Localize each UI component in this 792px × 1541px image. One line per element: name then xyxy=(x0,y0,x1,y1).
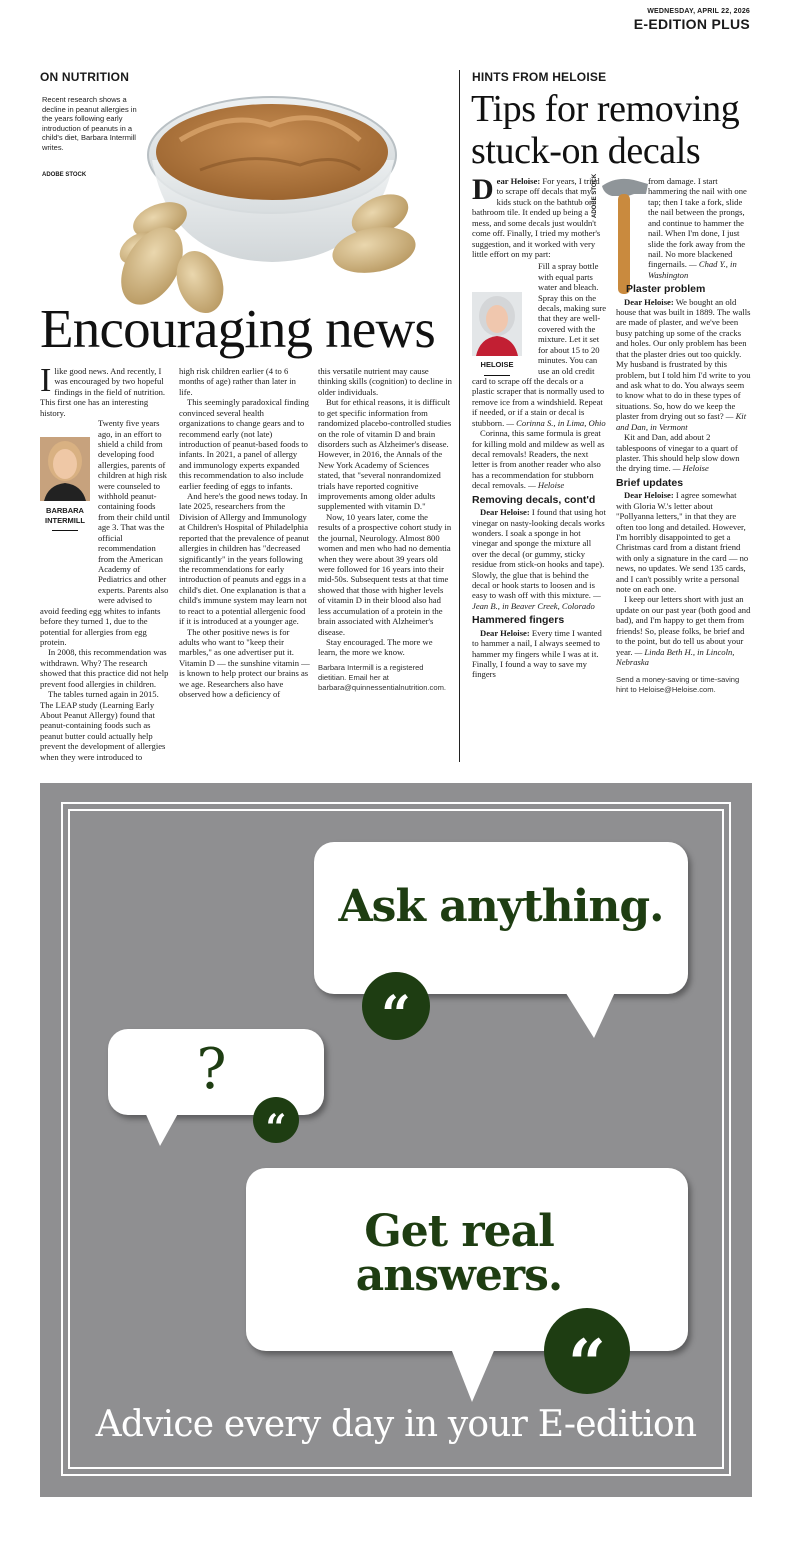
question-mark-icon: ? xyxy=(196,1037,226,1102)
nutrition-column-1 xyxy=(40,362,172,762)
article-text: And here's the good news today. In late 2025, researchers from the Division of Allergy and Immunology at Children's Hospital of Philadelphia reported that the prevalence of peanut allergies in children has "decreased significantly" in the years following the recommendations for early introduction of peanuts and eggs in a child's diet. One explanation is that a child's immune system may learn not to react to a potential allergenic food if it is introduced at a younger age. xyxy=(179,491,310,627)
article-text: Stay encouraged. The more we learn, the more we know. xyxy=(318,636,433,658)
subhead: Hammered fingers xyxy=(472,614,565,627)
salutation: ear Heloise: xyxy=(496,176,541,186)
article-text: The other positive news is for adults who want to "keep their marbles," as one advertiser put it. Vitamin D — the sunshine vitamin — is known to help protect our brains as we age. Researchers also have observed how a deficiency of xyxy=(179,626,310,700)
nutrition-column-2 xyxy=(179,366,311,700)
subhead: Removing decals, cont'd xyxy=(472,493,596,506)
article-text: The tables turned again in 2015. The LEAP study (Learning Early About Peanut Allergy) found that peanut-containing foods such as peanut butter could actually help prevent the development of allergies when they were introduced to xyxy=(40,689,166,762)
article-text: For years, I tried to scrape off decals that my kids stuck on the bathtub or bathroom tile. It ended up being a mess, and some decals just wouldn't come off. Finally, I tried my mother's suggestion, and it worked with very little effort on my part: xyxy=(472,176,601,259)
bubble-tail xyxy=(142,1110,182,1148)
article-text: But for ethical reasons, it is difficult to get specific information from randomized placebo-controlled studies on the role of vitamin D and brain disorders such as Alzheimer's disease. However, in 2016, the Annals of the New York Academy of Sciences stated, that "several nonrandomized trials have reported cognitive improvements among older adults supplemented with vitamin D." xyxy=(318,397,452,512)
bubble-tail xyxy=(448,1346,498,1404)
salutation: Dear Heloise: xyxy=(624,296,674,307)
letter-signature: — Linda Beth H., in Lincoln, Nebraska xyxy=(616,646,735,667)
ad-tagline[interactable]: Advice every day in your E-edition xyxy=(95,1404,697,1445)
article-text: Now, 10 years later, come the results of a prospective cohort study in the journal, Neurology. Almost 800 women and men who had no dementia when they were about 39 years old were followed for 16 years into their mid-50s. Subsequent tests at that time showed that those with higher levels of vitamin D in their blood also had less accumulation of a protein in the brain associated with Alzheimer's disease. xyxy=(318,511,452,637)
quote-icon: “ xyxy=(253,1097,299,1143)
article-text: Twenty five years ago, in an effort to shield a child from developing food allergies, parents of children at high risk were counseled to withhold peanut-containing foods from their child until age 3. That was the official recommendation from the American Academy of Pediatrics and other experts. Parents also were advised to avoid feeding egg whites to infants before they turned 1, due to the potential for allergies from egg protein. xyxy=(40,418,170,647)
author-name-barbara: BARBARA INTERMILL xyxy=(45,506,85,525)
article-text: I found that using hot vinegar on nasty-looking decals works wonders. I soak a sponge in hot vinegar and sponge the mixture all over the decal (or gummy, sticky residue from stick-on hooks and tape). Slowly, the glue that is behind the decal or hook starts to loosen and is easy to wash off with this mixture. xyxy=(472,507,606,601)
article-text: In 2008, this recommendation was withdrawn. Why? The research showed that this practice did not help prevent food allergies in children. xyxy=(40,647,169,689)
letter-signature: — Chad Y., in Washington xyxy=(648,259,737,280)
salutation: Dear Heloise: xyxy=(624,490,674,501)
article-text: Kit and Dan, add about 2 tablespoons of vinegar to a quart of plaster. This should help slow down the drying time. xyxy=(616,432,740,474)
article-text: I keep our letters short with just an update on our past year (both good and bad), and I'm happy to get them from friends! So, please folks, be brief and to the point, but do tell us about your year. xyxy=(616,594,751,657)
issue-date: WEDNESDAY, APRIL 22, 2026 xyxy=(647,8,750,15)
ad-headline-answers xyxy=(246,1206,672,1301)
letter-signature: — Jean B., in Beaver Creek, Colorado xyxy=(472,590,601,611)
article-text: Fill a spray bottle with equal parts water and bleach. Spray this on the decals, making sure that they are well-covered with the mixture. Let it set for about 15 to 20 minutes. You can use an old credit card to scrape off the decals or a plastic scraper that is normally used to remove ice from a windshield. Repeat if needed, or if a stain or decal is stubborn. xyxy=(472,261,607,428)
subhead: Brief updates xyxy=(616,476,684,489)
ad-headline-ask: Ask anything. xyxy=(338,881,664,932)
reply-signature: — Heloise xyxy=(525,480,565,491)
reply-signature: — Heloise xyxy=(670,463,709,474)
article-text: Every time I wanted to hammer a nail, I always seemed to hammer my fingers while I was at it. Finally, I found a way to save my fingers xyxy=(472,627,602,680)
article-text: high risk children earlier (4 to 6 months of age) rather than later in life. xyxy=(179,366,296,397)
letter-signature: — Corinna S., in Lima, Ohio xyxy=(504,417,606,428)
ad-headline-line: answers. xyxy=(355,1250,563,1301)
letter-signature: — Kit and Dan, in Vermont xyxy=(616,411,747,432)
image-credit: ADOBE STOCK xyxy=(592,173,598,218)
quote-icon: “ xyxy=(544,1308,630,1394)
dropcap: I xyxy=(40,362,52,399)
page-header xyxy=(634,8,750,32)
quote-icon: “ xyxy=(362,972,430,1040)
article-text: Corinna, this same formula is great for killing mold and mildew as well as decal removals! Readers, the next letter is from another reader who also has a recommendation for stubborn decal removals. xyxy=(472,428,605,491)
article-text: like good news. And recently, I was encouraged by two hopeful findings in the field of nutrition. This first one has an interesting history. xyxy=(40,366,166,418)
article-text: We bought an old house that was built in 1889. The walls are made of plaster, and we've been busy patching up some of the cracks and holes. Our only problem has been that the plaster dries out too quickly. My husband is frustrated by this problem, but I told him I'd write to you and ask what to do. You always seem to know what to do in these types of situations. So, how do we keep the plaster from drying out so fast? xyxy=(616,296,751,422)
heloise-kicker: HINTS FROM HELOISE xyxy=(472,70,607,84)
author-rule xyxy=(484,375,510,376)
article-text: I agree somewhat with Gloria W.'s letter about "Pollyanna letters," in that they are often too long and detailed. However, I'm horribly disappointed to get a Christmas card from a distant friend with only a signature in the card — no news, no updates. We send 135 cards, and I can't possibly write a personal note on each one. xyxy=(616,490,749,595)
salutation: Dear Heloise: xyxy=(480,627,530,638)
image-credit: ADOBE STOCK xyxy=(42,172,87,178)
article-text: This seemingly paradoxical finding convinced several health organizations to change gears and to recommend early (not late) introduction of peanut-based foods to infants. In 2021, a panel of allergy and immunology experts expanded this recommendation to also include earlier feeding of eggs to infants. xyxy=(179,397,309,491)
article-text: this versatile nutrient may cause thinking skills (cognition) to decline in older individuals. xyxy=(318,366,452,397)
nutrition-headline: Encouraging news xyxy=(40,298,436,359)
heloise-signoff: Send a money-saving or time-saving hint to Heloise@Heloise.com. xyxy=(616,675,740,695)
dropcap: D xyxy=(472,173,494,206)
nutrition-kicker: ON NUTRITION xyxy=(40,70,130,84)
heloise-column-1 xyxy=(472,173,607,680)
image-caption: Recent research shows a decline in peanut allergies in the years following early introduction of peanuts in a child's diet, Barbara Intermill writes. xyxy=(42,95,137,152)
bubble-tail xyxy=(560,990,620,1040)
author-signoff: Barbara Intermill is a registered dietitian. Email her at barbara@quinnessentialnutrition.com. xyxy=(318,662,447,692)
heloise-headline: Tips for removing stuck-on decals xyxy=(471,88,740,172)
author-name-heloise: HELOISE xyxy=(480,360,514,369)
salutation: Dear Heloise: xyxy=(480,507,530,518)
ad-headline-line: Get real xyxy=(364,1206,554,1257)
author-photo-heloise xyxy=(472,292,522,356)
column-divider xyxy=(459,70,460,762)
edition-label: E-EDITION PLUS xyxy=(633,16,750,32)
article-text: from damage. I start hammering the nail with one tap; then I take a fork, slide the nail between the prongs, and continue to hammer the nail. When I'm done, I just slide the fork away from the nail. No more blackened fingernails. xyxy=(648,176,747,270)
heloise-column-2 xyxy=(616,176,752,695)
subhead: Plaster problem xyxy=(626,283,706,296)
nutrition-column-3 xyxy=(318,366,452,693)
